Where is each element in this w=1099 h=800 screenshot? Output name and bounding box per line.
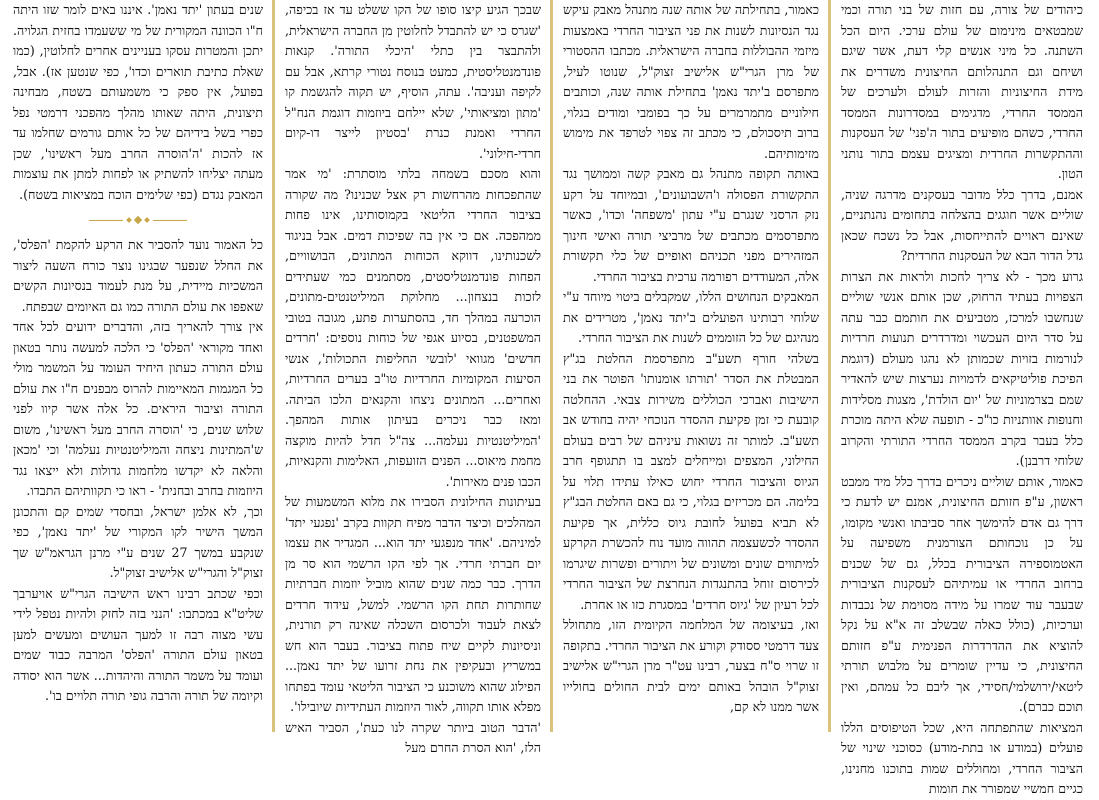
paragraph: וכפי שכתב רבינו ראש הישיבה הגרי"ש אויערבך שליט"א במכתבו: 'הנני בזה לחזק ולהיות נטפל לידי עשי מצוה רבה זו למעך העושים ומעשים למען בטאון עולם התורה 'הפלס' המרבה כבוד שמים ועומד על משמר התורה והיהדות... אשר הוא יסודה וקיומה של תורה והרבה גופי תורה תלויים בו'. [13,585,263,703]
paragraph: שבכך הגיע קיצו סופו של הקו ששלט עד אז בכיפה, 'שגרס כי יש להתבדל לחלוטין מן החברה הישראלית, ולהתבצר בין כתלי 'היכלי התורה'. קנאות פונדמנטליסטית, כמעט בנוסח נטורי קרתא, אבל עם לקיפה ועניבה'. עתה, הוסיף, יש תקוה להגשמת קו 'מתון ומציאותי', שלא יילחם ביוזמות דוגמת הנח"ל החרדי ואמנת כנרת 'בסטיון לייצר דו-קיום חרדי-חילוני'. [285,2,541,161]
column-2 [563,0,819,732]
paragraph: באותה תקופה מתנהל גם מאבק קשה וממושך נגד התקשורת הפסולה ו'השבועונים', ובמיוחד על רקע נזק הרסני שנגרם ע"י עתון 'משפחה' וכדו', כאשר מתפרסמים מכתבים של מרביצי תורה ואישי חינוך המזהירים מפני תכניהם ואופיים של כלי תקשורת אלה, המעודדים רפורמה ערכית בציבור החרדי. [563,166,819,284]
column-rule [828,0,831,732]
ornament-icon [89,217,187,223]
paragraph: אין צורך להאריך בזה, והדברים ידועים לכל אחד ואחד מקוראי 'הפלס' כי הלכה למעשה נותר בטאון עולם התורה כעתון היחיד העומד על המשמר מולי כל המגמות המאיימות להרוס מבפנים ח"ו את עולם התורה וציבור היראים. כל אלה אשר קיוו לפני שלוש שנים, כי 'הוסרה החרב מעל ראשינו', משום ש'המתינות ניצחה והמיליטנטיות נעלמה' וכי 'מכאן והלאה לא יקדשו מלחמות גדולות ולא ייצאו נגד היוזמות בחרב ובחנית' - ראו כי תקוותיהם התבדו. [13,319,263,498]
paragraph: כל האמור נועד להסביר את הרקע להקמת 'הפלס', את החלל שנפער שבגינו נוצר כורח השעה ליצור המשכיות מיידית, על מנת לעמוד בנסיונות הקשים שאפפו את עולם התורה כמו גם האיומים שבפתח. [13,237,263,314]
section-divider [13,205,263,235]
column-rule [550,0,553,732]
paragraph: וכך, לא אלמן ישראל, ובחסדי שמים קם והתכונן המשך הישיר לקו המקורי של 'יתד נאמן', כפי שנקבע במשך 27 שנים ע"י מרנן הגראמ"ש שך זצוק"ל והגרי"ש אלישיב זצוק"ל. [13,503,264,580]
paragraph: כאמור, בתחילתה של אותה שנה מתנהל מאבק עיקש נגד הנסיונות לשנות את פני הציבור החרדי באמצעות מיזמי ההבוללות בחברה הישראלית. מכתבו ההסטורי של מרן הגרי"ש אלישיב זצוק"ל, שנוטו לעיל, מתפרסם ב'יתד נאמן' בתחילת אותה שנה, וכותבים חילוניים מתמרמרים על כך בפומבי ומודים בגלוי, ברוב תיסכולם, כי מכתב זה צפוי לטרפד את מימוש מזימותיהם. [563,2,819,161]
paragraph: גרוע מכך - לא צריך לחכות ולראות את הצרות הצפויות בעתיד הרחוק, שכן אותם אנשי שוליים שנחשבו למרכז, מטביעים את חותמם כבר עתה על סדר היום העכשוי ומדרדרים תנועות חרדיות לנורמות בזויות שכמותן לא נהגו מעולם (דוגמת הפיכת פוליטיקאים לדמויות נערצות שיש להאדיר שמם בצרמוניות של 'יום הולדת', מצגות מסלידות וחנופות אוותניות כו"כ - תופעה שלא היתה מוכרת כלל בעבר בקרב הממסד החרדי התורתי והקרוב שלוחי דרבנן). [841,268,1083,468]
paragraph: 'הדבר הטוב ביותר שקרה לנו כעת', הסביר האיש הלז, 'הוא הסרת החרם מעל [285,719,541,755]
column-4 [13,0,263,732]
paragraph: שנים בעתון 'יתד נאמן'. איננו באים לומר שזו היתה ח"ו הכוונה המקורית של מי ששעמדו בחזית הגלויה. יתכן והמטרות עסקו בעניינים אחרים לחלוטין, (כמו שאלת כתיבת תוארים וכדו', כפי שנטען אז). אבל, בפועל, אין ספק כי משמעותם בשטח, מבחינה תיצונית, היתה שאותו מהלך מהפכני דרמטי נפל כפרי בשל בידיהם של כל אותם גורמים שחלמו עד אז להכות 'ה'הוסרה החרב מעל ראשינו', שכן מעתה יצליחו להשתיק או לפחות למתן את עוצמות המאבק נגדם (כפי שלימים הוכח במציאות בשטח). [13,2,263,202]
paragraph: בשלהי חורף תשע"ב מתפרסמת החלטת בג"ץ המבטלת את הסדר 'תורתו אומנותו' הפוטר את בני הישיבות ואברכי הכוללים משירות צבאי. ההחלטה קובעת כי זמן פקיעת ההסדר הנוכחי יהיה בחודש אב תשע"ב. למותר זה נשואות עיניהם של רבים בעולם החילוני, המצפים ומייחלים למצב בו תתגופף חרב הגיוס והציבור החרדי יחוש כאילו עתידו תלוי על בלימה. הם מכריזים בגלוי, כי גם באם החלטת הבג"ץ לא תביא בפועל לחובת גיוס כללית, אך פקיעת ההסדר לכשעצמה תהווה מועד נוח להכשרת הקרקע למיתווים שונים ומשונים של ויתורים ופשרות שיגרמו לכירסום זוחל בהתנגדות הנחרצת של הציבור החרדי לכל רעיון של 'גיוס חרדים' במסגרת כזו או אחרת. [563,350,819,612]
paragraph: אמנם, בדרך כלל מדובר בעסקנים מדרגה שניה, שוליים אשר חוגגים בהצלחה בתחומים נהנתניים, שאינם ראויים להתייחסות, אבל כל נשכח שכאן גדל הדור הבא של העסקנות החרדית? [841,186,1083,263]
column-3 [285,0,541,755]
paragraph: בעיתונות החילונית הסבירו את מלוא המשמעות של המהלכים וכיצד הדבר מפיח תקוות בקרב 'נפגעי יתד' למיניהם. 'אחד מנפגעי יתד הוא... המגדיר את עצמו יום חברתי חרדי. אך לפי הקו הרשמי הוא סר מן הדרך. כבר כמה שנים שהוא מוביל יוזמות חברתיות שחותרות תחת הקו הרשמי. למשל, עידוד חרדים לצאת לעבוד ולכרסום השכלה שאינה רק תורנית, וניסיונות לקיים שיח פתוח בציבור. בעבר הוא חש במשריץ ובעקיפין את נחת זרועו של יתד נאמן... הפילוג שהוא משוכנע כי הציבור הליטאי עומד בפתחו מפלא אותו תקווה, לאור היוזמות העתידיות שיובילו'. [285,494,541,714]
paragraph: כיהודים של צורה, עם חזות של בני תורה וכמי שמבטאים מינימום של עולם ערכי. היום הכל השתנה. כל מיני אנשים קלי דעת, אשר שיגם ושיחם וגם התנהלותם החיצונית משדרים את מידת החיצוניות והזרות לעולם ולערכים של הממסד החרדי, מדגימים במסדרונות הממסד החרדי, כשהם מופיעים בתור ה'פני' של העסקנות וההתקשרות החרדית ומציגים עצמם בתור נותני הטון. [841,2,1083,181]
column-rule [272,0,275,732]
column-1 [841,0,1083,796]
paragraph: המאבקים הנחושים הללו, שמקבלים ביטוי מיוחד ע"י שלוחי רבותינו הפועלים ב'יתד נאמן', מטרידים את מנהיגם של כל הזוממים לשנות את הציבור החרדי. [563,289,819,345]
paragraph: המציאות שהתפתחה היא, שכל הטיפוסים הללו פועלים (במודע או בתת-מודע) כסוכני שינוי של הציבור החרדי, ומחוללים שמות בתוכנו מחנינו, כגיים חמשיי שמפורר את חומות [841,719,1083,796]
paragraph: כאמור, אותם שוליים ניכרים בדרך כלל מיד ממבט ראשון, ע"פ חזותם החיצונית, אמנם יש לדעת כי דרך גם אדם להימשך אחר סביבתו ואנשי מקומו, על כן נוכחותם הצורמנית משפיעה על האטמוספירה הציבורית בכלל, גם של שכנים ברחוב החרדי או עמיתיהם לעסקנות הציבורית שבעבר עוד שמרו על מידה מסוימת של נכבדות וערכיות, (כולל כאלה שבשלב זה א"א על נקל להוציא את ההדרדרות הפנימית ע"פ חזותם החיצונית, כי עדיין שומרים על מלבוש תורתי ליטאי/ירושלמי/חסידי, אך ליבם כל עמהם, ואין תוכם כברם). [841,473,1083,714]
paragraph: והוא מסכם בשמחה בלתי מוסתרת: 'מי אמר שהתפכחות מהרחשות רק אצל שכנינו? מה שקורה בציבור החרדי הליטאי בקמוסותינו, אינו פחות ממהפכה. אם כי אין בה שפיכות דמים. אבל בניגוד לשכנותינו, דווקא הכוחות המתונים, הבושוויים, הפחות פונדמנטליסטים, מסתמנים כמי שעתידים לזכות בנצחון... מחלוקת המיליטנטים-מתונים, הוכרעה במהלך חד, בהסתערות פתע, מגובה בטובי המשפטנים, בסיוע אגפי של כוחות נוספים: 'חרדים חדשים' מגוואי 'לובשי החליפות התכולות', אנשי הסיעות המקומיות החרדיות טו"ב בערים החרדיות, ואחרים... המתונים ניצחו והקנאים הלכו הביתה. ומאז כבר ניכרים בעיתון אותות המהפך. 'המיליטנטיות נעלמה... צה"ל חדל להיות מוקצה מחמת מיאוס... הפנים הזועפות, האלימות והקנאיות, הכבו פנים מאירות'. [285,166,541,489]
paragraph: ואז, בעיצומה של המלחמה הקיומית הזו, מתחולל צעד דרמטי ססודק וקורע את הציבור החרדי. בתקופה זו שרוי ס"ח בצער, רבינו עט"ר מרן הגרי"ש אלישיב זצוק"ל הובהל באותם ימים לבית החולים בחולייו אשר ממנו לא קם, [563,617,819,714]
